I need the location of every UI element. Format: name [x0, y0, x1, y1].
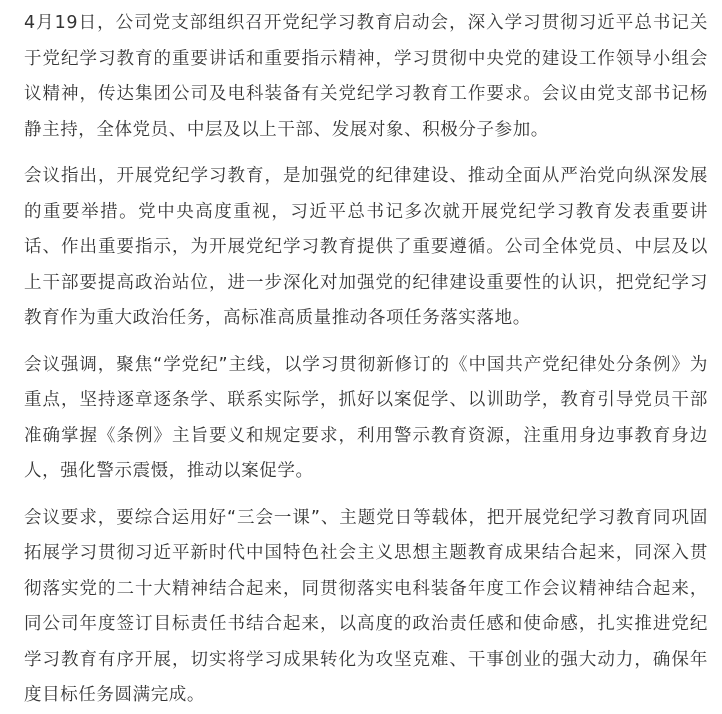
article-body [24, 6, 708, 714]
paragraph-meeting-intro: 4月19日，公司党支部组织召开党纪学习教育启动会，深入学习贯彻习近平总书记关于党纪学习教育的重要讲话和重要指示精神，学习贯彻中央党的建设工作领导小组会议精神，传达集团公司及电科装备有关党纪学习教育工作要求。会议由党支部书记杨静主持，全体党员、中层及以上干部、发展对象、积极分子参加。 [24, 13, 708, 140]
paragraph-meeting-points: 会议指出，开展党纪学习教育，是加强党的纪律建设、推动全面从严治党向纵深发展的重要举措。党中央高度重视，习近平总书记多次就开展党纪学习教育发表重要讲话、作出重要指示，为开展党纪学习教育提供了重要遵循。公司全体党员、中层及以上干部要提高政治站位，进一步深化对加强党的纪律建设重要性的认识，把党纪学习教育作为重大政治任务，高标准高质量推动各项任务落实落地。 [24, 166, 708, 328]
paragraph-meeting-emphasis: 会议强调，聚焦“学党纪”主线，以学习贯彻新修订的《中国共产党纪律处分条例》为重点，坚持逐章逐条学、联系实际学，抓好以案促学、以训助学，教育引导党员干部准确掌握《条例》主旨要义和规定要求，利用警示教育资源，注重用身边事教育身边人，强化警示震慑，推动以案促学。 [24, 354, 708, 481]
paragraph-meeting-requirements: 会议要求，要综合运用好“三会一课”、主题党日等载体，把开展党纪学习教育同巩固拓展学习贯彻习近平新时代中国特色社会主义思想主题教育成果结合起来，同深入贯彻落实党的二十大精神结合起来，同贯彻落实电科装备年度工作会议精神结合起来，同公司年度签订目标责任书结合起来，以高度的政治责任感和使命感，扎实推进党纪学习教育有序开展，切实将学习成果转化为攻坚克难、干事创业的强大动力，确保年度目标任务圆满完成。 [24, 507, 708, 705]
